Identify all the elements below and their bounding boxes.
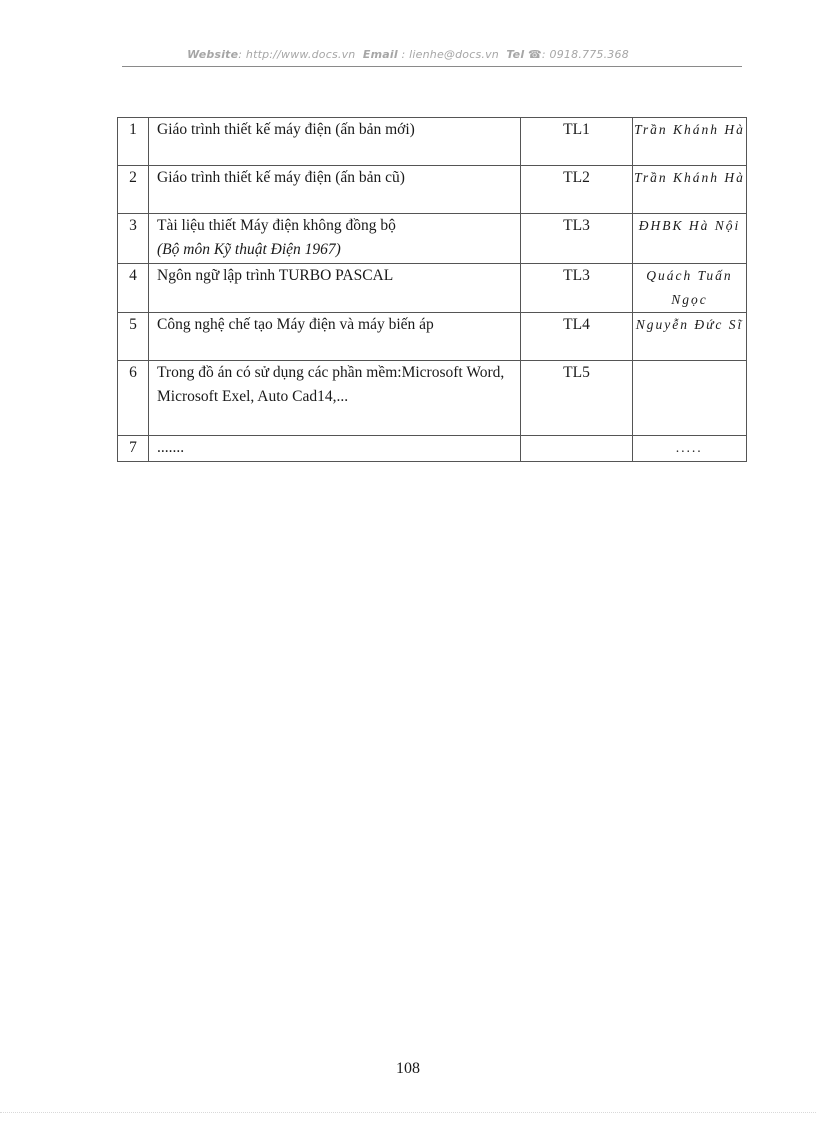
email-label: Email [362, 48, 398, 61]
reference-title-cell [149, 166, 521, 214]
table-row [118, 166, 747, 214]
reference-title: Giáo trình thiết kế máy điện (ấn bản mới) [157, 121, 415, 138]
reference-title-cell [149, 361, 521, 436]
references-body [118, 118, 747, 462]
page-number: 108 [396, 1060, 420, 1077]
reference-author: Trần Khánh Hà [633, 118, 747, 166]
table-row [118, 361, 747, 436]
website-value: : http://www.docs.vn [238, 48, 356, 61]
reference-author: Quách Tuấn Ngọc [633, 264, 747, 313]
website-label: Website [187, 48, 239, 61]
reference-author: Trần Khánh Hà [633, 166, 747, 214]
reference-title: Trong đồ án có sử dụng các phần mềm:Microsoft Word, Microsoft Exel, Auto Cad14,... [157, 364, 505, 405]
row-number: 6 [118, 361, 149, 436]
reference-code: TL2 [521, 166, 633, 214]
row-number: 3 [118, 214, 149, 264]
reference-author: ĐHBK Hà Nội [633, 214, 747, 264]
reference-title-cell [149, 264, 521, 313]
reference-title: ....... [157, 439, 185, 456]
reference-code: TL1 [521, 118, 633, 166]
reference-author: ..... [633, 436, 747, 462]
reference-code [521, 436, 633, 462]
row-number: 7 [118, 436, 149, 462]
reference-author: Nguyễn Đức Sĩ [633, 313, 747, 361]
reference-title-cell [149, 214, 521, 264]
table-row [118, 313, 747, 361]
footer-divider [0, 1112, 816, 1113]
table-row [118, 436, 747, 462]
reference-code: TL4 [521, 313, 633, 361]
row-number: 5 [118, 313, 149, 361]
references-table [117, 117, 747, 462]
reference-code: TL3 [521, 214, 633, 264]
reference-subtitle: (Bộ môn Kỹ thuật Điện 1967) [157, 241, 341, 258]
tel-label: Tel [506, 48, 525, 61]
phone-icon: ☎ [528, 48, 542, 61]
table-row [118, 214, 747, 264]
reference-code: TL5 [521, 361, 633, 436]
table-row [118, 264, 747, 313]
row-number: 2 [118, 166, 149, 214]
reference-title: Công nghệ chế tạo Máy điện và máy biến áp [157, 316, 434, 333]
reference-title-cell [149, 118, 521, 166]
row-number: 4 [118, 264, 149, 313]
email-value: : lienhe@docs.vn [401, 48, 499, 61]
reference-author [633, 361, 747, 436]
page-header [0, 48, 816, 61]
row-number: 1 [118, 118, 149, 166]
reference-title: Tài liệu thiết Máy điện không đồng bộ [157, 217, 396, 234]
reference-title-cell [149, 436, 521, 462]
header-divider [122, 66, 742, 67]
tel-value: : 0918.775.368 [541, 48, 629, 61]
reference-title: Ngôn ngữ lập trình TURBO PASCAL [157, 267, 394, 284]
table-row [118, 118, 747, 166]
reference-code: TL3 [521, 264, 633, 313]
reference-title-cell [149, 313, 521, 361]
reference-title: Giáo trình thiết kế máy điện (ấn bản cũ) [157, 169, 405, 186]
